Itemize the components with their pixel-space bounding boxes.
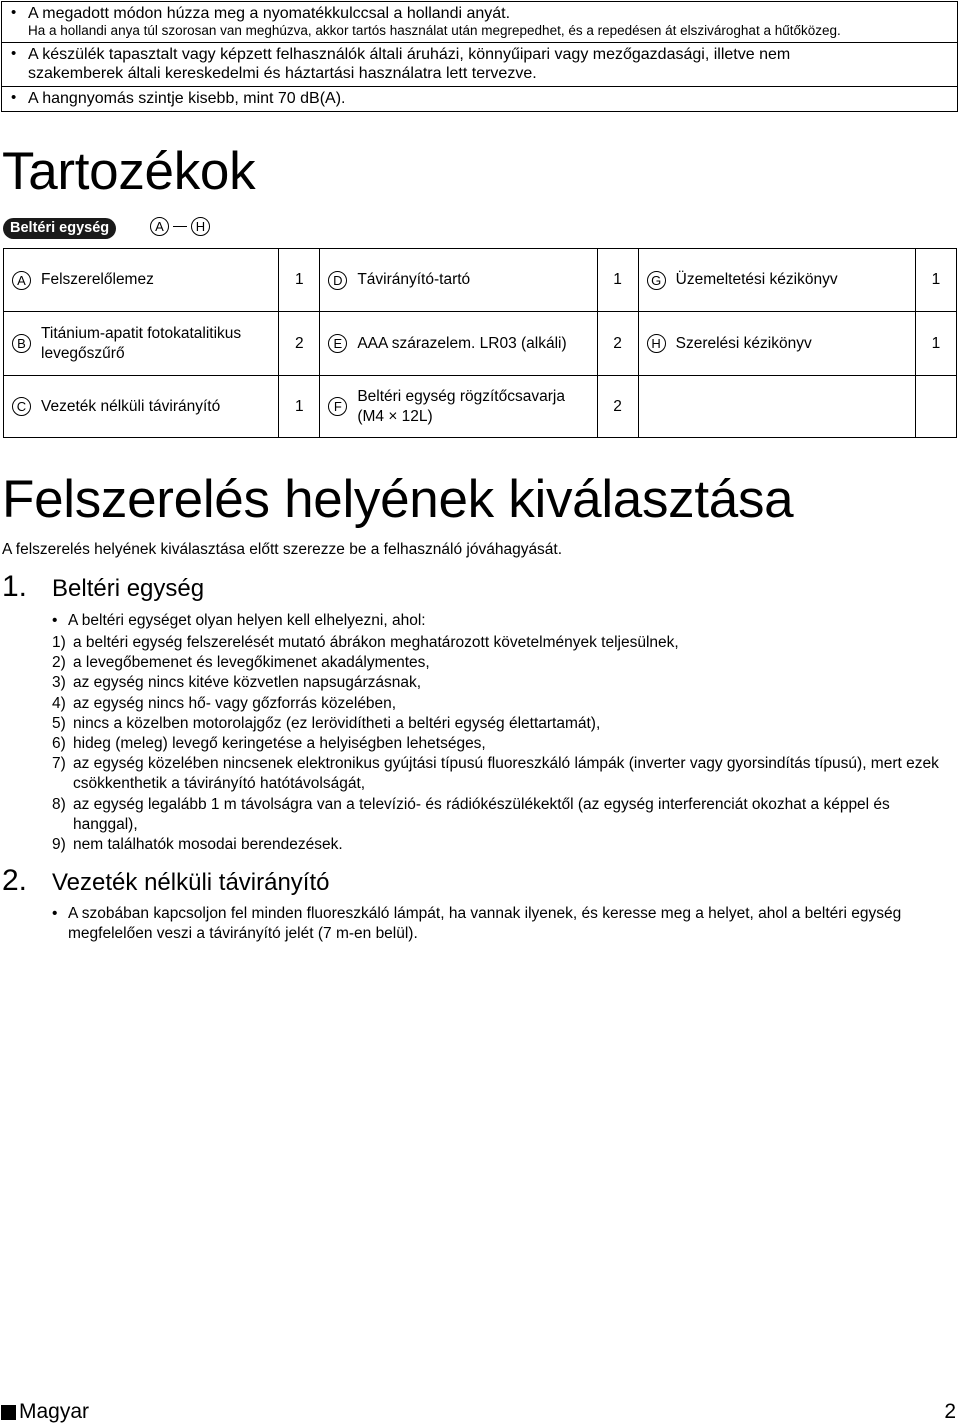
list-item	[52, 714, 952, 734]
item-number: 3)	[52, 674, 66, 692]
list-item	[52, 734, 952, 754]
item-text: az egység közelében nincsenek elektronikus gyújtási típusú fluoreszkáló lámpák (inverter vagy gyorsindítás típusú), mert ezek csökkenthetik a távirányító hatótávolságát,	[73, 755, 939, 793]
accessories-heading: Tartozékok	[2, 142, 256, 201]
item-number: 2)	[52, 654, 66, 672]
footer-language	[1, 1400, 89, 1424]
table-cell	[4, 249, 279, 312]
list-item	[52, 673, 952, 693]
accessories-table	[3, 248, 957, 438]
notice-box	[1, 1, 958, 112]
item-text: az egység nincs hő- vagy gőzforrás közelében,	[73, 694, 397, 712]
accessory-name: Szerelési kézikönyv	[675, 334, 812, 352]
range-dash	[173, 226, 187, 228]
notice-text: A megadott módon húzza meg a nyomatékkulccsal a hollandi anyát.	[28, 5, 511, 22]
table-cell-empty	[638, 376, 915, 438]
accessory-name: Felszerelőlemez	[41, 271, 154, 288]
section-title	[2, 864, 330, 898]
section-name: Beltéri egység	[52, 575, 205, 602]
letter-badge: H	[647, 334, 666, 353]
item-number: 5)	[52, 714, 66, 732]
section-name: Vezeték nélküli távirányító	[52, 869, 330, 896]
name-line: Titánium-apatit fotokatalitikus	[41, 324, 242, 342]
letter-badge: D	[328, 271, 347, 290]
item-text: a beltéri egység felszerelését mutató ábrákon meghatározott követelmények teljesülnek,	[73, 634, 679, 651]
square-icon	[1, 1405, 16, 1420]
list-item	[52, 633, 952, 653]
bullet-list	[52, 904, 957, 944]
letter-badge: A	[12, 271, 31, 290]
table-cell	[638, 312, 915, 376]
item-number: 1)	[52, 634, 66, 651]
section-number: 1.	[2, 570, 28, 603]
item-number: 8)	[52, 795, 66, 813]
list-item	[52, 694, 952, 714]
name-line: levegőszűrő	[41, 344, 125, 362]
accessory-name: Vezeték nélküli távirányító	[41, 397, 221, 415]
letter-badge: A	[150, 217, 169, 236]
page-number: 2	[944, 1400, 956, 1423]
letter-badge: E	[328, 334, 347, 353]
bullet: •	[11, 89, 17, 106]
list-item	[52, 835, 952, 855]
list-item	[52, 754, 952, 794]
language-label: Magyar	[19, 1400, 90, 1423]
bullet-list	[52, 611, 932, 631]
table-cell	[4, 312, 279, 376]
accessory-name: Távirányító-tartó	[357, 271, 471, 288]
notice-subtext: Ha a hollandi anya túl szorosan van meghúzva, akkor tartós használat után megrepedhet, és a repedésen át elszivároghat a hűtőközeg.	[28, 23, 841, 38]
table-cell	[320, 312, 597, 376]
letter-badge: G	[647, 271, 666, 290]
bullet: •	[11, 45, 17, 62]
letter-badge: H	[191, 217, 210, 236]
accessory-qty: 2	[597, 376, 638, 438]
table-row	[4, 376, 957, 438]
unit-label-badge: Beltéri egység	[3, 218, 116, 239]
item-text: nem találhatók mosodai berendezések.	[73, 836, 343, 854]
bullet-item: • A szobában kapcsoljon fel minden fluoreszkáló lámpát, ha vannak ilyenek, és keresse meg a helyet, ahol a beltéri egység megfelelően veszi a távirányító jelét (7 m-en belül).	[52, 904, 957, 944]
placement-heading: Felszerelés helyének kiválasztása	[2, 470, 794, 529]
letter-badge: B	[12, 334, 31, 353]
section-number: 2.	[2, 864, 28, 897]
table-cell	[638, 249, 915, 312]
requirements-list	[52, 633, 952, 855]
table-cell	[320, 249, 597, 312]
item-text: az egység legalább 1 m távolságra van a televízió- és rádiókészülékektől (az egység interferenciát okozhat a képpel és hanggal),	[73, 795, 890, 833]
notice-text: szakemberek általi kereskedelmi és háztartási használatra lett tervezve.	[28, 65, 537, 82]
item-number: 6)	[52, 735, 66, 753]
name-line: Beltéri egység rögzítőcsavarja	[357, 387, 565, 405]
table-cell	[4, 376, 279, 438]
item-number: 7)	[52, 755, 66, 773]
accessory-name: AAA szárazelem. LR03 (alkáli)	[357, 334, 567, 352]
table-cell-empty	[915, 376, 956, 438]
section-title	[2, 570, 204, 604]
letter-badge: F	[328, 397, 347, 416]
item-text: hideg (meleg) levegő keringetése a helyiségben lehetséges,	[73, 735, 486, 753]
item-number: 9)	[52, 836, 66, 854]
accessory-qty: 2	[279, 312, 320, 376]
list-item	[52, 653, 952, 673]
item-number: 4)	[52, 694, 66, 712]
accessory-qty: 1	[915, 249, 956, 312]
accessory-qty: 1	[279, 249, 320, 312]
notice-item	[2, 42, 957, 86]
bullet: •	[11, 4, 17, 21]
bullet-item: • A beltéri egységet olyan helyen kell elhelyezni, ahol:	[52, 611, 932, 631]
item-text: az egység nincs kitéve közvetlen napsugárzásnak,	[73, 674, 422, 692]
table-row	[4, 312, 957, 376]
notice-text: A hangnyomás szintje kisebb, mint 70 dB(A).	[28, 90, 346, 107]
accessory-qty: 1	[279, 376, 320, 438]
item-text: nincs a közelben motorolajgőz (ez lerövidítheti a beltéri egység élettartamát),	[73, 714, 601, 732]
accessory-name: Üzemeltetési kézikönyv	[675, 271, 838, 288]
notice-item	[2, 2, 957, 42]
accessory-range	[150, 217, 210, 236]
letter-badge: C	[12, 397, 31, 416]
accessory-qty: 1	[597, 249, 638, 312]
name-line: (M4 × 12L)	[357, 407, 433, 425]
table-row	[4, 249, 957, 312]
accessory-qty: 2	[597, 312, 638, 376]
accessory-qty: 1	[915, 312, 956, 376]
notice-item	[2, 86, 957, 111]
item-text: a levegőbemenet és levegőkimenet akadálymentes,	[73, 654, 430, 672]
placement-intro: A felszerelés helyének kiválasztása előtt szerezze be a felhasználó jóváhagyását.	[2, 541, 563, 558]
accessory-name	[41, 324, 241, 364]
accessory-name	[357, 387, 565, 427]
notice-text: A készülék tapasztalt vagy képzett felhasználók általi áruházi, könnyűipari vagy mezőgazdasági, illetve nem	[28, 46, 791, 63]
list-item	[52, 795, 952, 835]
table-cell	[320, 376, 597, 438]
